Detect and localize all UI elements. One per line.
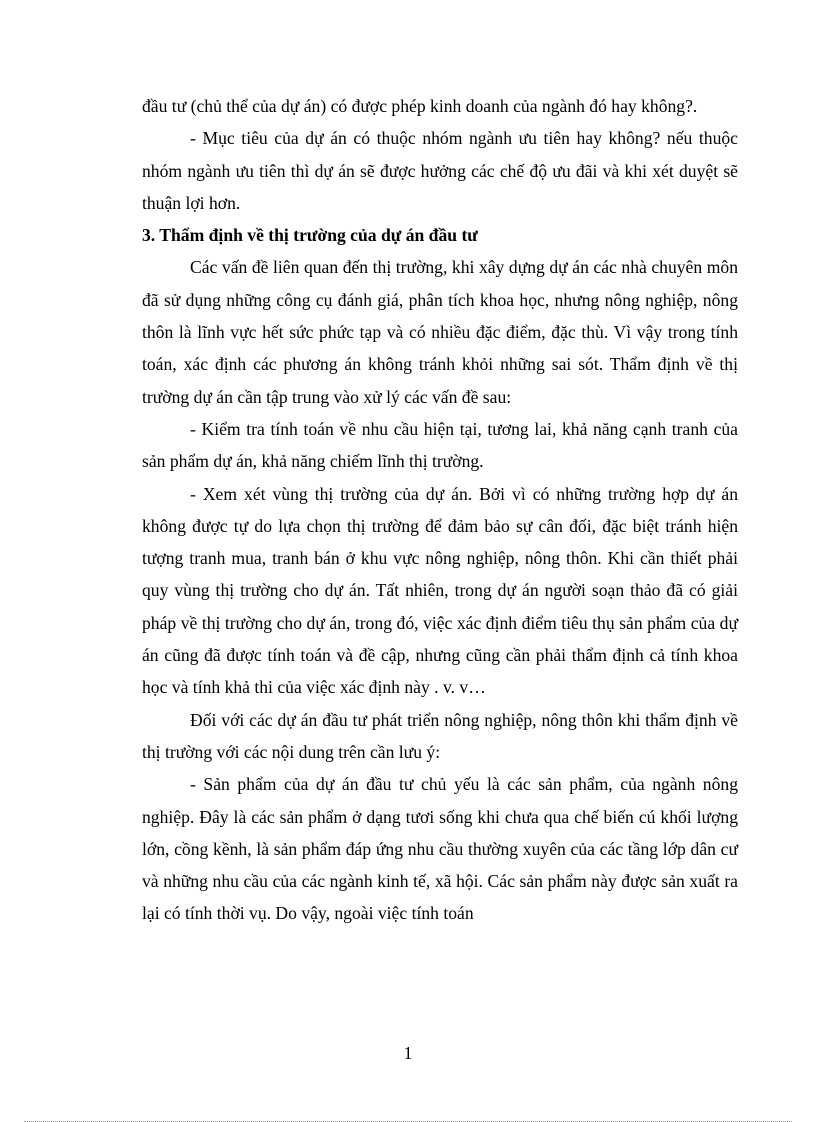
paragraph-agricultural-products: - Sản phẩm của dự án đầu tư chủ yếu là các sản phẩm, của ngành nông nghiệp. Đây là các sản phẩm ở dạng tươi sống khi chưa qua chế biến cú khối lượng lớn, cồng kềnh, là sản phẩm đáp ứng nhu cầu thường xuyên của các tầng lớp dân cư và những nhu cầu của các ngành kinh tế, xã hội. Các sản phẩm này được sản xuất ra lại có tính thời vụ. Do vậy, ngoài việc tính toán: [142, 774, 738, 924]
paragraph-objective-priority: - Mục tiêu của dự án có thuộc nhóm ngành ưu tiên hay không? nếu thuộc nhóm ngành ưu tiên thì dự án sẽ được hưởng các chế độ ưu đãi và khi xét duyệt sẽ thuận lợi hơn.: [142, 128, 738, 213]
paragraph-continuation: đầu tư (chủ thể của dự án) có được phép kinh doanh của ngành đó hay không?.: [142, 96, 698, 116]
page-bottom-border: [24, 1121, 792, 1122]
paragraph-check-demand: - Kiểm tra tính toán về nhu cầu hiện tại, tương lai, khả năng cạnh tranh của sản phẩm dự án, khả năng chiếm lĩnh thị trường.: [142, 418, 738, 472]
paragraph-market-region: - Xem xét vùng thị trường của dự án. Bởi vì có những trường hợp dự án không được tự do lựa chọn thị trường để đảm bảo sự cân đối, đặc biệt tránh hiện tượng tranh mua, tranh bán ở khu vực nông nghiệp, nông thôn. Khi cần thiết phải quy vùng thị trường cho dự án. Tất nhiên, trong dự án người soạn thảo đã có giải pháp về thị trường cho dự án, trong đó, việc xác định điểm tiêu thụ sản phẩm của dự án cũng đã được tính toán và đề cập, nhưng cũng cần phải thẩm định cả tính khoa học và tính khả thi của việc xác định này . v. v…: [142, 483, 738, 698]
paragraph-market-issues: Các vấn đề liên quan đến thị trường, khi xây dựng dự án các nhà chuyên môn đã sử dụng những công cụ đánh giá, phân tích khoa học, nhưng nông nghiệp, nông thôn là lĩnh vực hết sức phức tạp và có nhiều đặc điểm, đặc thù. Vì vậy trong tính toán, xác định các phương án không tránh khỏi những sai sót. Thẩm định về thị trường dự án cần tập trung vào xử lý các vấn đề sau:: [142, 257, 738, 407]
paragraph-agriculture-projects: Đối với các dự án đầu tư phát triển nông nghiệp, nông thôn khi thẩm định về thị trường với các nội dung trên cần lưu ý:: [142, 709, 738, 762]
section-heading-market-appraisal: 3. Thẩm định về thị trường của dự án đầu tư: [142, 225, 478, 246]
page-number: 1: [403, 1043, 413, 1063]
page-body: [142, 90, 738, 930]
